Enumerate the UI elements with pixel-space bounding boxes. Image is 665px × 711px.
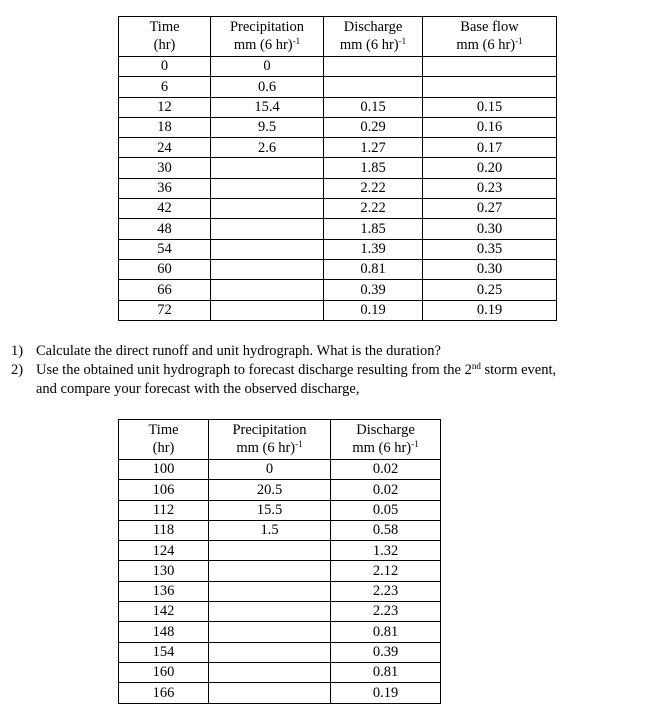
storm1-cell-time: 0 [119, 57, 211, 77]
storm1-table-row [119, 239, 557, 259]
storm2-table-row [119, 480, 441, 500]
storm1-cell-baseflow: 0.30 [423, 259, 557, 279]
storm1-cell-discharge: 0.81 [324, 259, 423, 279]
question-2-continuation [0, 380, 665, 399]
storm1-cell-precipitation: 9.5 [211, 117, 324, 137]
storm2-cell-discharge: 2.23 [331, 581, 441, 601]
storm2-cell-time: 148 [119, 622, 209, 642]
storm1-cell-discharge: 2.22 [324, 199, 423, 219]
storm2-cell-discharge: 0.02 [331, 460, 441, 480]
storm1-table-row [119, 138, 557, 158]
storm2-cell-precipitation: 1.5 [209, 520, 331, 540]
storm2-cell-discharge: 0.02 [331, 480, 441, 500]
storm2-cell-time: 100 [119, 460, 209, 480]
questions-section [0, 342, 665, 399]
storm1-table-row [119, 97, 557, 117]
storm2-cell-time: 142 [119, 602, 209, 622]
storm2-cell-precipitation [209, 541, 331, 561]
storm1-cell-discharge: 0.39 [324, 280, 423, 300]
storm2-cell-time: 106 [119, 480, 209, 500]
storm2-cell-precipitation [209, 642, 331, 662]
question-2-number: 2) [11, 362, 24, 378]
storm2-table-row [119, 520, 441, 540]
storm1-table-row [119, 300, 557, 320]
storm2-table-row [119, 581, 441, 601]
storm1-cell-time: 6 [119, 77, 211, 97]
storm1-cell-time: 24 [119, 138, 211, 158]
storm1-cell-time: 72 [119, 300, 211, 320]
storm2-cell-precipitation: 15.5 [209, 500, 331, 520]
storm2-table-row [119, 622, 441, 642]
storm2-header-precipitation: Precipitation mm (6 hr)$^{-1}$ [209, 420, 331, 460]
storm1-cell-discharge: 0.15 [324, 97, 423, 117]
storm1-cell-discharge: 0.19 [324, 300, 423, 320]
storm1-cell-baseflow: 0.20 [423, 158, 557, 178]
storm1-cell-precipitation [211, 280, 324, 300]
storm2-header-row [119, 420, 441, 460]
storm1-cell-precipitation: 15.4 [211, 97, 324, 117]
storm2-cell-precipitation [209, 581, 331, 601]
storm1-cell-discharge [324, 77, 423, 97]
storm2-cell-time: 118 [119, 520, 209, 540]
storm2-cell-time: 136 [119, 581, 209, 601]
storm1-header-row [119, 17, 557, 57]
storm1-cell-baseflow: 0.30 [423, 219, 557, 239]
storm2-cell-discharge: 2.23 [331, 602, 441, 622]
question-1 [0, 342, 665, 361]
storm2-table-row [119, 541, 441, 561]
storm1-header-precipitation: Precipitation mm (6 hr)$^{-1}$ [211, 17, 324, 57]
storm2-cell-precipitation [209, 561, 331, 581]
storm2-cell-discharge: 0.81 [331, 662, 441, 682]
storm1-cell-precipitation [211, 178, 324, 198]
storm2-header-time: Time (hr) [119, 420, 209, 460]
storm2-header-discharge: Discharge mm (6 hr)$^{-1}$ [331, 420, 441, 460]
storm2-table-row [119, 642, 441, 662]
storm2-cell-precipitation: 0 [209, 460, 331, 480]
storm1-cell-discharge [324, 57, 423, 77]
storm2-cell-precipitation: 20.5 [209, 480, 331, 500]
storm1-cell-time: 54 [119, 239, 211, 259]
storm1-table-row [119, 158, 557, 178]
storm1-table [118, 16, 557, 321]
storm2-table-body [119, 420, 441, 704]
question-2 [0, 361, 665, 380]
storm1-cell-baseflow: 0.16 [423, 117, 557, 137]
storm1-header-discharge: Discharge mm (6 hr)$^{-1}$ [324, 17, 423, 57]
storm1-cell-precipitation [211, 158, 324, 178]
storm2-table-row [119, 460, 441, 480]
storm1-cell-time: 30 [119, 158, 211, 178]
storm2-cell-time: 130 [119, 561, 209, 581]
storm2-cell-discharge: 0.19 [331, 683, 441, 703]
storm1-cell-precipitation [211, 219, 324, 239]
storm1-cell-discharge: 0.29 [324, 117, 423, 137]
storm1-cell-baseflow [423, 57, 557, 77]
storm2-cell-precipitation [209, 602, 331, 622]
storm1-header-baseflow: Base flow mm (6 hr)$^{-1}$ [423, 17, 557, 57]
storm1-cell-baseflow: 0.27 [423, 199, 557, 219]
storm1-cell-discharge: 1.85 [324, 219, 423, 239]
storm1-table-row [119, 219, 557, 239]
storm1-cell-baseflow: 0.35 [423, 239, 557, 259]
storm1-cell-baseflow: 0.15 [423, 97, 557, 117]
storm2-table-row [119, 500, 441, 520]
storm1-table-row [119, 199, 557, 219]
storm2-cell-time: 166 [119, 683, 209, 703]
storm2-table-row [119, 683, 441, 703]
storm1-cell-baseflow: 0.17 [423, 138, 557, 158]
storm1-table-row [119, 57, 557, 77]
storm2-cell-time: 112 [119, 500, 209, 520]
storm2-table-row [119, 602, 441, 622]
storm1-cell-baseflow [423, 77, 557, 97]
storm1-table-body [119, 17, 557, 321]
storm1-cell-time: 42 [119, 199, 211, 219]
storm1-header-time: Time (hr) [119, 17, 211, 57]
storm1-cell-baseflow: 0.19 [423, 300, 557, 320]
storm2-cell-discharge: 1.32 [331, 541, 441, 561]
storm1-cell-time: 18 [119, 117, 211, 137]
question-2-text: Use the obtained unit hydrograph to forecast discharge resulting from the 2nd storm event, [36, 361, 557, 378]
storm1-cell-baseflow: 0.25 [423, 280, 557, 300]
storm2-table-row [119, 561, 441, 581]
storm2-cell-time: 160 [119, 662, 209, 682]
storm1-cell-time: 66 [119, 280, 211, 300]
question-2-line2: and compare your forecast with the observed discharge, [36, 381, 360, 397]
storm2-cell-discharge: 0.39 [331, 642, 441, 662]
storm1-cell-precipitation: 0.6 [211, 77, 324, 97]
storm1-cell-time: 36 [119, 178, 211, 198]
question-1-number: 1) [11, 343, 24, 359]
storm1-table-row [119, 77, 557, 97]
storm1-cell-discharge: 1.27 [324, 138, 423, 158]
storm2-cell-discharge: 0.05 [331, 500, 441, 520]
storm1-cell-precipitation: 0 [211, 57, 324, 77]
storm1-cell-precipitation [211, 199, 324, 219]
storm2-cell-precipitation [209, 662, 331, 682]
storm2-cell-time: 124 [119, 541, 209, 561]
storm2-cell-precipitation [209, 683, 331, 703]
storm1-cell-discharge: 2.22 [324, 178, 423, 198]
storm2-table-row [119, 662, 441, 682]
storm2-table [118, 419, 441, 704]
storm1-cell-baseflow: 0.23 [423, 178, 557, 198]
storm1-cell-precipitation [211, 239, 324, 259]
storm1-table-row [119, 178, 557, 198]
storm1-cell-time: 48 [119, 219, 211, 239]
storm2-cell-discharge: 0.81 [331, 622, 441, 642]
storm2-cell-precipitation [209, 622, 331, 642]
storm1-table-row [119, 280, 557, 300]
storm1-cell-precipitation: 2.6 [211, 138, 324, 158]
storm2-cell-discharge: 2.12 [331, 561, 441, 581]
storm1-table-row [119, 117, 557, 137]
storm1-cell-time: 60 [119, 259, 211, 279]
storm1-cell-time: 12 [119, 97, 211, 117]
storm1-cell-discharge: 1.85 [324, 158, 423, 178]
storm1-table-row [119, 259, 557, 279]
storm2-cell-discharge: 0.58 [331, 520, 441, 540]
storm1-cell-precipitation [211, 300, 324, 320]
storm1-cell-precipitation [211, 259, 324, 279]
storm1-cell-discharge: 1.39 [324, 239, 423, 259]
question-1-text: Calculate the direct runoff and unit hydrograph. What is the duration? [36, 343, 441, 359]
storm2-cell-time: 154 [119, 642, 209, 662]
